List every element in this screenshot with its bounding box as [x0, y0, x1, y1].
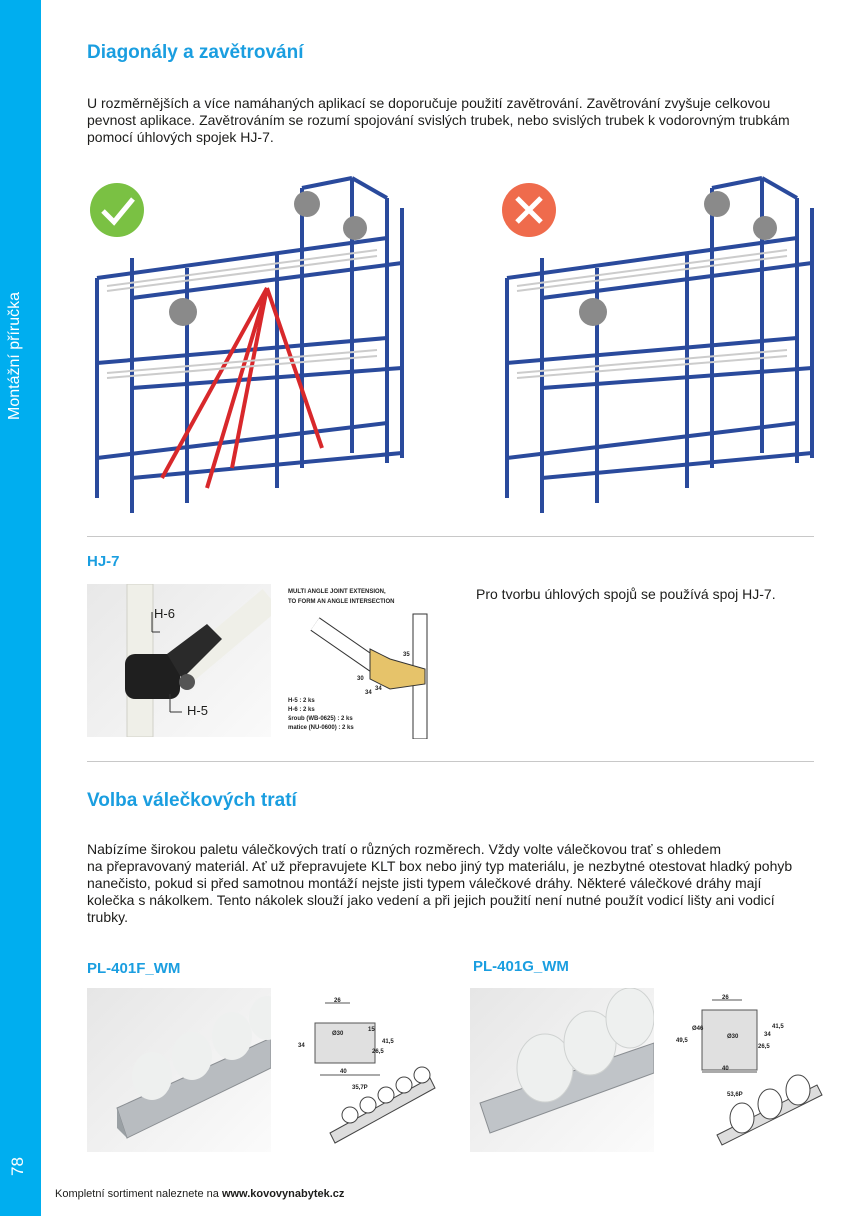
rack-bad-illustration [497, 168, 827, 523]
hj7-title: HJ-7 [87, 553, 120, 570]
paragraph-line: trubky. [87, 909, 128, 925]
dim-label: 34 [298, 1043, 305, 1049]
divider [87, 536, 814, 537]
dim-label: 26 [722, 995, 729, 1001]
paragraph-line: U rozměrnějších a více namáhaných aplikací se doporučuje použití zavětrování. Zavětrování zvyšuje celkovou [87, 95, 771, 111]
dim-label: Ø46 [692, 1026, 704, 1032]
product-drawing-pl401g [672, 990, 827, 1150]
section1-paragraph [87, 95, 817, 146]
paragraph-line: kolečka s nákolkem. Tento nákolek slouží jako vedení a při jejich použití není nutné použít vodicí lišty ani vodicí [87, 892, 775, 908]
rack-good-illustration [87, 168, 417, 523]
photo-label-top: H-6 [154, 606, 175, 621]
product-drawing-pl401f [290, 993, 440, 1148]
footer-text: Kompletní sortiment naleznete na [55, 1188, 222, 1200]
footer [55, 1188, 344, 1200]
dim-label: Ø30 [332, 1031, 344, 1037]
dim-label: 26,5 [372, 1049, 384, 1055]
drawing-caption: TO FORM AN ANGLE INTERSECTION [288, 599, 395, 605]
sidebar-title: Montážní příručka [6, 291, 23, 420]
product-photo-pl401g [470, 988, 654, 1152]
paragraph-line: pevnost aplikace. Zavětrováním se rozumí spojování svislých trubek, nebo svislých trubek k vodorovným trubkám [87, 112, 790, 128]
hj7-drawing [285, 584, 455, 739]
dim-label: 35 [403, 652, 410, 658]
product-title: PL-401F_WM [87, 960, 181, 977]
paragraph-line: Nabízíme širokou paletu válečkových tratí o různých rozměrech. Vždy volte válečkovou trať s ohledem [87, 841, 721, 857]
dim-label: Ø30 [727, 1034, 739, 1040]
parts-line: šroub (WB-0625) : 2 ks [288, 716, 353, 722]
dim-label: 26,5 [758, 1044, 770, 1050]
dim-label: 15 [368, 1027, 375, 1033]
parts-line: matice (NU-0600) : 2 ks [288, 725, 354, 731]
hj7-description: Pro tvorbu úhlových spojů se používá spoj HJ-7. [476, 586, 776, 602]
dim-label: 53,6P [727, 1092, 743, 1098]
check-icon [90, 183, 144, 237]
dim-label: 40 [340, 1069, 347, 1075]
paragraph-line: pomocí úhlových spojek HJ-7. [87, 129, 274, 145]
dim-label: 40 [722, 1066, 729, 1072]
dim-label: 34 [365, 690, 372, 696]
drawing-caption: MULTI ANGLE JOINT EXTENSION, [288, 589, 386, 595]
parts-line: H-5 : 2 ks [288, 698, 315, 704]
section-heading-rollers: Volba válečkových tratí [87, 790, 297, 811]
paragraph-line: nanečisto, pokud si před samotnou montáží nejste jisti typem válečkové dráhy. Některé válečkové dráhy mají [87, 875, 762, 891]
hj7-photo [87, 584, 271, 737]
dim-label: 49,5 [676, 1038, 688, 1044]
dim-label: 35,7P [352, 1085, 368, 1091]
dim-label: 41,5 [382, 1039, 394, 1045]
product-title: PL-401G_WM [473, 958, 569, 975]
section2-paragraph [87, 841, 817, 926]
divider [87, 761, 814, 762]
dim-label: 34 [764, 1032, 771, 1038]
page-number: 78 [8, 1157, 27, 1176]
side-bar [0, 0, 41, 1216]
parts-line: H-6 : 2 ks [288, 707, 315, 713]
dim-label: 30 [357, 676, 364, 682]
section-heading-diagonals: Diagonály a zavětrování [87, 42, 304, 63]
footer-link[interactable]: www.kovovynabytek.cz [221, 1188, 345, 1200]
dim-label: 34 [375, 686, 382, 692]
photo-label-bottom: H-5 [187, 703, 208, 718]
paragraph-line: na přepravovaný materiál. Ať už přepravujete KLT box nebo jiný typ materiálu, je nezbytné otestovat hladký pohyb [87, 858, 793, 874]
dim-label: 26 [334, 998, 341, 1004]
dim-label: 41,5 [772, 1024, 784, 1030]
product-photo-pl401f [87, 988, 271, 1152]
